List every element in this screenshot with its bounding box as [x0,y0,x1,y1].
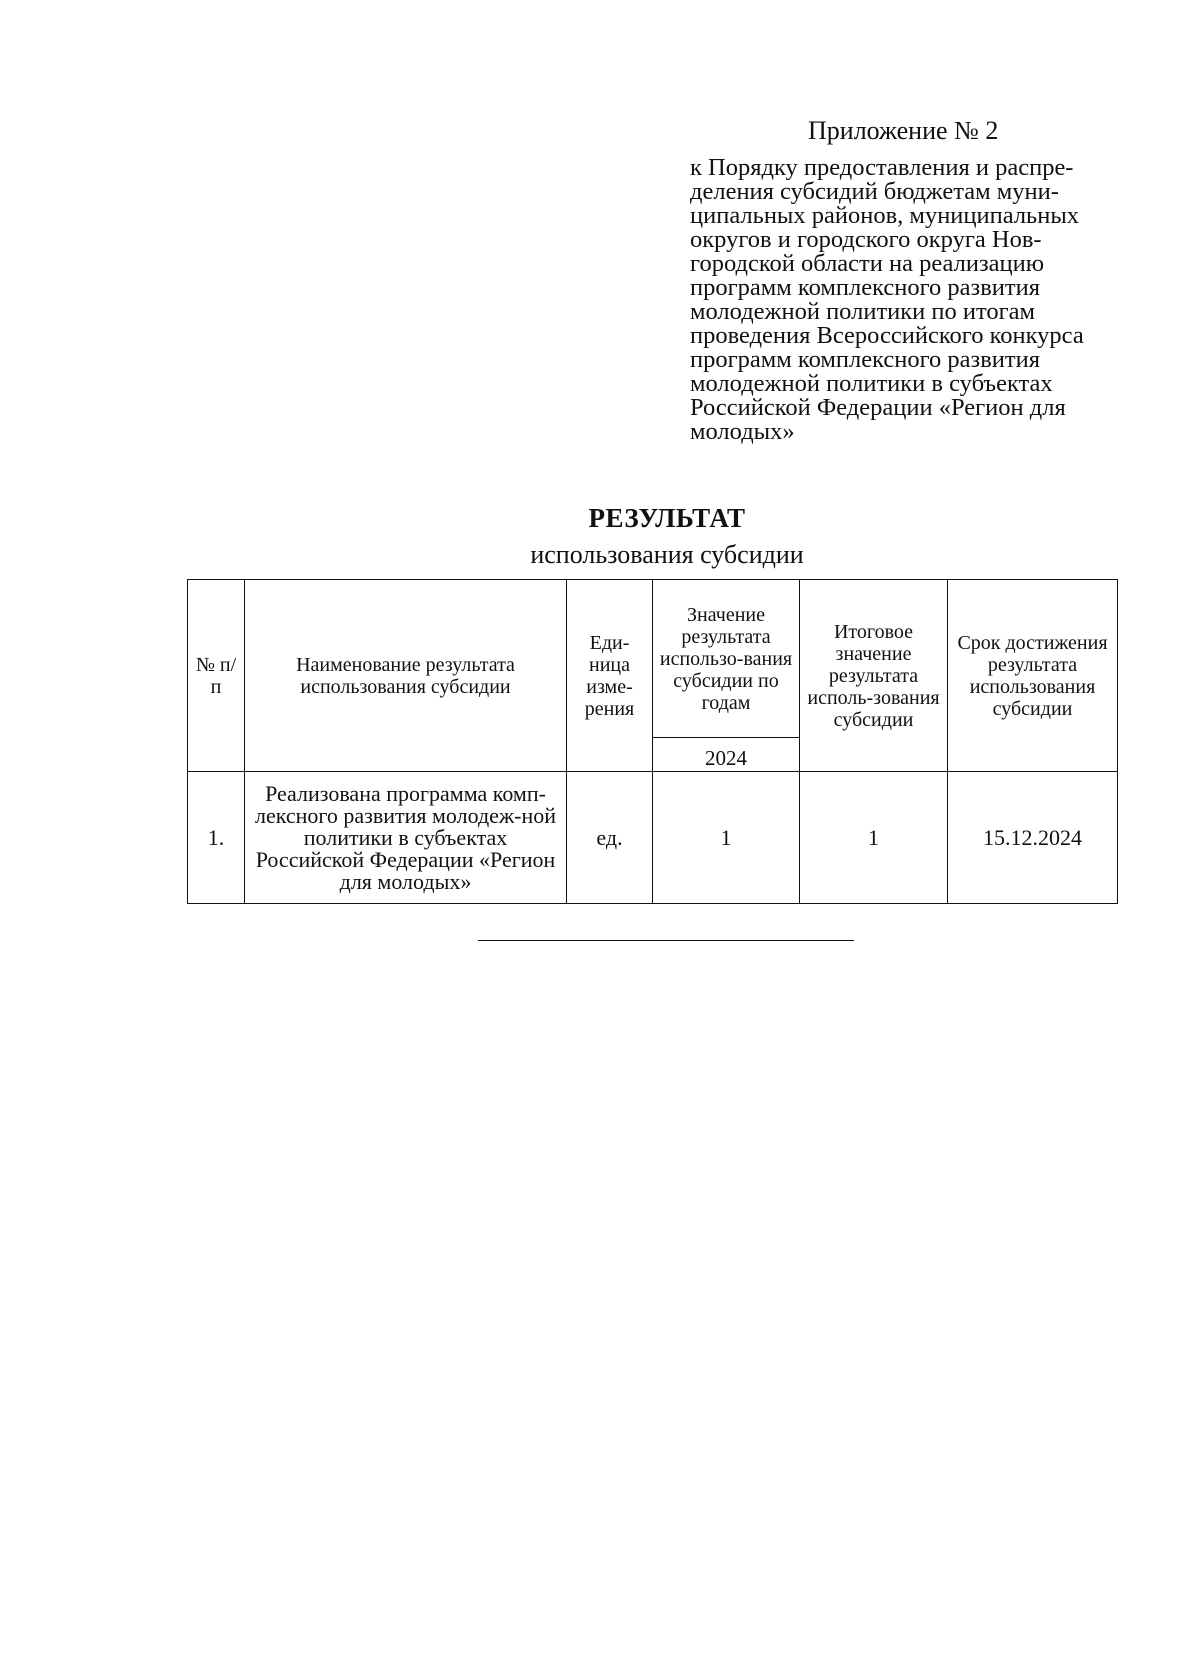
annex-text-line: проведения Всероссийского конкурса [690,322,1084,349]
annex-text-line: программ комплексного развития [690,346,1040,373]
annex-text-line: деления субсидий бюджетам муни- [690,178,1059,205]
document-subtitle: использования субсидии [530,540,804,569]
header-deadline: Срок достижения результата использования субсидии [948,580,1118,772]
annex-text-line: Российской Федерации «Регион для [690,394,1066,421]
annex-text-line: к Порядку предоставления и распре- [690,154,1074,181]
cell-name: Реализована программа комп-лексного развития молодеж-ной политики в субъектах Российской Федерации «Регион для молодых» [245,772,567,904]
closing-rule [478,940,854,941]
annex-text-line: ципальных районов, муниципальных [690,202,1080,229]
header-num: № п/п [188,580,245,772]
cell-value-2024: 1 [653,772,800,904]
result-table [187,579,1118,904]
header-final-value: Итоговое значение результата исполь-зования субсидии [800,580,948,772]
cell-num: 1. [188,772,245,904]
cell-deadline: 15.12.2024 [948,772,1118,904]
header-name: Наименование результата использования субсидии [245,580,567,772]
header-unit: Еди-ница изме-рения [567,580,653,772]
header-value-by-year: Значение результата использо-вания субсидии по годам [653,580,800,738]
annex-text-line: молодежной политики в субъектах [690,370,1053,397]
table-header [188,580,1118,772]
annex-text-line: молодых» [690,418,795,445]
annex-text [690,156,1130,444]
cell-final-value: 1 [800,772,948,904]
annex-title: Приложение № 2 [808,116,999,145]
annex-text-line: молодежной политики по итогам [690,298,1036,325]
header-year: 2024 [653,738,800,772]
annex-text-line: городской области на реализацию [690,250,1045,277]
annex-text-line: программ комплексного развития [690,274,1040,301]
cell-unit: ед. [567,772,653,904]
document-title: РЕЗУЛЬТАТ [588,503,746,533]
table-row [188,772,1118,904]
annex-text-line: округов и городского округа Нов- [690,226,1042,253]
